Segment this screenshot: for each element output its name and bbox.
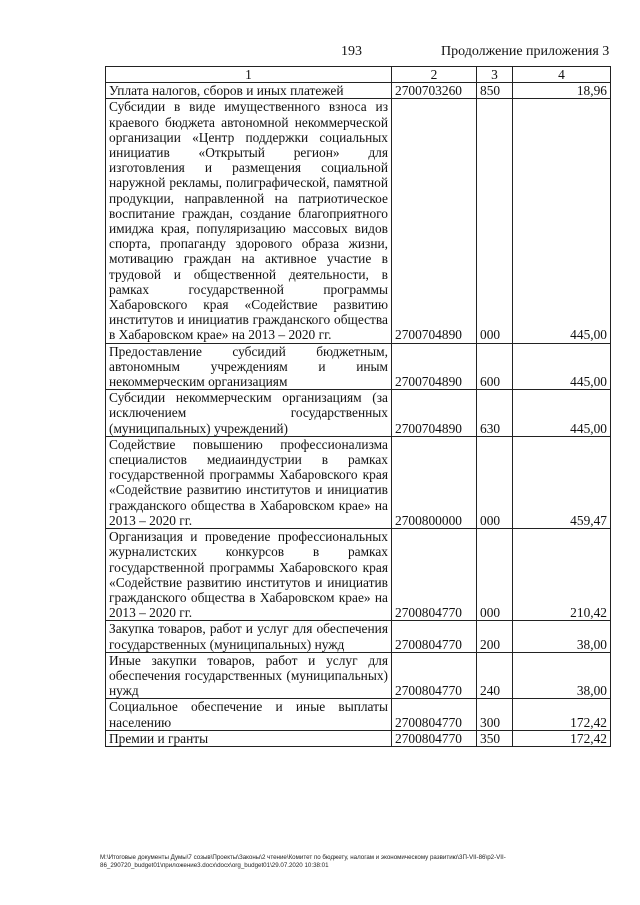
column-header-sum: 4 — [513, 67, 611, 83]
row-sum: 210,42 — [513, 529, 611, 621]
row-sum: 172,42 — [513, 730, 611, 746]
row-sum: 445,00 — [513, 99, 611, 343]
table-row — [106, 730, 611, 746]
row-vr: 200 — [477, 621, 513, 652]
column-header-code: 2 — [392, 67, 477, 83]
table-row — [106, 529, 611, 621]
row-name: Социальное обеспечение и иные выплаты населению — [106, 699, 392, 730]
row-vr: 600 — [477, 343, 513, 390]
row-code: 2700704890 — [392, 343, 477, 390]
row-code: 2700804770 — [392, 730, 477, 746]
row-code: 2700804770 — [392, 621, 477, 652]
appendix-continuation-label: Продолжение приложения 3 — [441, 44, 610, 59]
table-header-row — [106, 67, 611, 83]
row-code: 2700704890 — [392, 99, 477, 343]
row-name: Организация и проведение профессиональных журналистских конкурсов в рамках государственной программы Хабаровского края «Содействие развитию институтов и инициатив гражданского общества в Хабаровском крае» на 2013 – 2020 гг. — [106, 529, 392, 621]
row-code: 2700804770 — [392, 652, 477, 699]
row-sum: 172,42 — [513, 699, 611, 730]
row-sum: 38,00 — [513, 652, 611, 699]
row-sum: 445,00 — [513, 390, 611, 437]
row-code: 2700800000 — [392, 436, 477, 528]
table-row — [106, 99, 611, 343]
row-vr: 630 — [477, 390, 513, 437]
row-sum: 445,00 — [513, 343, 611, 390]
row-name: Премии и гранты — [106, 730, 392, 746]
table-row — [106, 83, 611, 99]
row-vr: 000 — [477, 99, 513, 343]
row-name: Уплата налогов, сборов и иных платежей — [106, 83, 392, 99]
row-sum: 38,00 — [513, 621, 611, 652]
row-name: Предоставление субсидий бюджетным, автономным учреждениям и иным некоммерческим организациям — [106, 343, 392, 390]
table-row — [106, 621, 611, 652]
table-row — [106, 343, 611, 390]
row-vr: 000 — [477, 436, 513, 528]
row-name: Иные закупки товаров, работ и услуг для обеспечения государственных (муниципальных) нужд — [106, 652, 392, 699]
column-header-vr: 3 — [477, 67, 513, 83]
row-name: Субсидии некоммерческим организациям (за исключением государственных (муниципальных) учреждений) — [106, 390, 392, 437]
row-vr: 350 — [477, 730, 513, 746]
document-file-path-footer: M:\Итоговые документы Думы\7 созыв\Проекты\Законы\2 чтение\Комитет по бюджету, налогам и экономическому развитию\3П-VII-86\р2-VII-86_290720_budget01\приложение3.docx\docx\org_budget01\29.07.2020 10:38:01 — [100, 854, 506, 869]
row-name: Закупка товаров, работ и услуг для обеспечения государственных (муниципальных) нужд — [106, 621, 392, 652]
row-code: 2700703260 — [392, 83, 477, 99]
row-name: Субсидии в виде имущественного взноса из краевого бюджета автономной некоммерческой организации «Центр поддержки социальных инициатив «Открытый регион» для изготовления и размещения социальной наружной рекламы, полиграфической, памятной продукции, направленной на патриотическое воспитание граждан, создание благоприятного имиджа края, популяризацию массовых видов спорта, пропаганду здорового образа жизни, мотивацию граждан на активное участие в трудовой и общественной деятельности, в рамках государственной программы Хабаровского края «Содействие развитию институтов и инициатив гражданского общества в Хабаровском крае» на 2013 – 2020 гг. — [106, 99, 392, 343]
row-vr: 300 — [477, 699, 513, 730]
table-row — [106, 652, 611, 699]
table-row — [106, 699, 611, 730]
row-vr: 850 — [477, 83, 513, 99]
row-vr: 240 — [477, 652, 513, 699]
row-code: 2700804770 — [392, 529, 477, 621]
row-code: 2700804770 — [392, 699, 477, 730]
budget-table — [105, 66, 611, 747]
row-vr: 000 — [477, 529, 513, 621]
row-code: 2700704890 — [392, 390, 477, 437]
row-sum: 459,47 — [513, 436, 611, 528]
table-row — [106, 390, 611, 437]
row-name: Содействие повышению профессионализма специалистов медиаиндустрии в рамках государственной программы Хабаровского края «Содействие развитию институтов и инициатив гражданского общества в Хабаровском крае» на 2013 – 2020 гг. — [106, 436, 392, 528]
column-header-name: 1 — [106, 67, 392, 83]
table-row — [106, 436, 611, 528]
row-sum: 18,96 — [513, 83, 611, 99]
page-number: 193 — [341, 44, 362, 59]
